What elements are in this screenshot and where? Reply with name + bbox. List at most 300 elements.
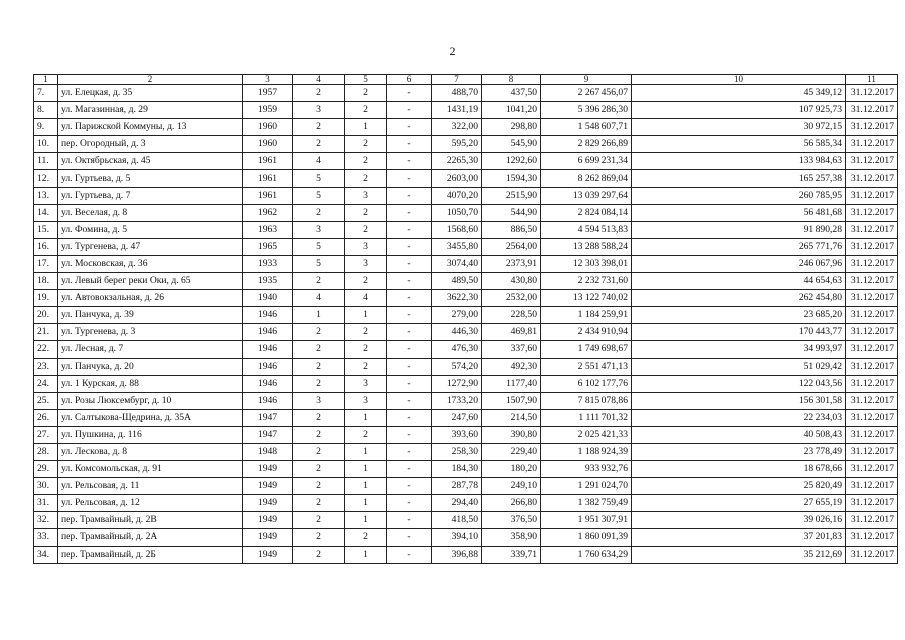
date-cell: 31.12.2017 <box>846 495 898 512</box>
living-area-cell: 390,80 <box>482 426 541 443</box>
total-area-cell: 247,60 <box>432 409 482 426</box>
address-cell: ул. Панчука, д. 39 <box>58 307 243 324</box>
total-area-cell: 3074,40 <box>432 255 482 272</box>
living-area-cell: 1041,20 <box>482 102 541 119</box>
cost-value-cell: 7 815 078,86 <box>541 392 632 409</box>
living-area-cell: 545,90 <box>482 136 541 153</box>
construction-year-cell: 1933 <box>243 255 293 272</box>
cost-value-cell: 2 267 456,07 <box>541 85 632 102</box>
table-row <box>34 238 898 255</box>
entrances-cell: 2 <box>345 221 387 238</box>
address-cell: ул. Гуртьева, д. 5 <box>58 170 243 187</box>
cost-value-cell: 1 291 024,70 <box>541 478 632 495</box>
address-cell: ул. Рельсовая, д. 11 <box>58 478 243 495</box>
entrances-cell: 2 <box>345 341 387 358</box>
floors-cell: 3 <box>293 102 345 119</box>
total-area-cell: 2603,00 <box>432 170 482 187</box>
living-area-cell: 544,90 <box>482 204 541 221</box>
total-area-cell: 2265,30 <box>432 153 482 170</box>
column-6-cell: - <box>387 495 432 512</box>
floors-cell: 2 <box>293 495 345 512</box>
table-row <box>34 426 898 443</box>
cost-value-cell: 1 760 634,29 <box>541 546 632 563</box>
table-row <box>34 375 898 392</box>
living-area-cell: 2515,90 <box>482 187 541 204</box>
row-number-cell: 18. <box>34 273 58 290</box>
construction-year-cell: 1946 <box>243 375 293 392</box>
column-6-cell: - <box>387 204 432 221</box>
construction-year-cell: 1965 <box>243 238 293 255</box>
date-cell: 31.12.2017 <box>846 290 898 307</box>
construction-year-cell: 1949 <box>243 495 293 512</box>
table-row <box>34 529 898 546</box>
construction-year-cell: 1961 <box>243 153 293 170</box>
floors-cell: 2 <box>293 273 345 290</box>
contribution-value-cell: 246 067,96 <box>632 255 846 272</box>
row-number-cell: 7. <box>34 85 58 102</box>
date-cell: 31.12.2017 <box>846 529 898 546</box>
construction-year-cell: 1961 <box>243 187 293 204</box>
address-cell: ул. Октябрьская, д. 45 <box>58 153 243 170</box>
entrances-cell: 1 <box>345 443 387 460</box>
floors-cell: 2 <box>293 358 345 375</box>
entrances-cell: 3 <box>345 238 387 255</box>
date-cell: 31.12.2017 <box>846 478 898 495</box>
total-area-cell: 488,70 <box>432 85 482 102</box>
entrances-cell: 3 <box>345 187 387 204</box>
row-number-cell: 8. <box>34 102 58 119</box>
column-6-cell: - <box>387 238 432 255</box>
address-cell: ул. Пушкина, д. 116 <box>58 426 243 443</box>
floors-cell: 2 <box>293 478 345 495</box>
row-number-cell: 23. <box>34 358 58 375</box>
total-area-cell: 294,40 <box>432 495 482 512</box>
total-area-cell: 4070,20 <box>432 187 482 204</box>
address-cell: ул. Елецкая, д. 35 <box>58 85 243 102</box>
total-area-cell: 1733,20 <box>432 392 482 409</box>
date-cell: 31.12.2017 <box>846 221 898 238</box>
column-6-cell: - <box>387 358 432 375</box>
construction-year-cell: 1935 <box>243 273 293 290</box>
table-row <box>34 85 898 102</box>
total-area-cell: 3455,80 <box>432 238 482 255</box>
entrances-cell: 1 <box>345 461 387 478</box>
address-cell: ул. Лескова, д. 8 <box>58 443 243 460</box>
contribution-value-cell: 22 234,03 <box>632 409 846 426</box>
contribution-value-cell: 34 993,97 <box>632 341 846 358</box>
column-6-cell: - <box>387 221 432 238</box>
row-number-cell: 33. <box>34 529 58 546</box>
construction-year-cell: 1960 <box>243 136 293 153</box>
floors-cell: 2 <box>293 409 345 426</box>
entrances-cell: 3 <box>345 255 387 272</box>
construction-year-cell: 1947 <box>243 409 293 426</box>
row-number-cell: 32. <box>34 512 58 529</box>
entrances-cell: 2 <box>345 324 387 341</box>
floors-cell: 2 <box>293 324 345 341</box>
row-number-cell: 15. <box>34 221 58 238</box>
total-area-cell: 418,50 <box>432 512 482 529</box>
living-area-cell: 2564,00 <box>482 238 541 255</box>
total-area-cell: 3622,30 <box>432 290 482 307</box>
table-row <box>34 170 898 187</box>
table-row <box>34 187 898 204</box>
contribution-value-cell: 37 201,83 <box>632 529 846 546</box>
living-area-cell: 886,50 <box>482 221 541 238</box>
floors-cell: 2 <box>293 341 345 358</box>
total-area-cell: 258,30 <box>432 443 482 460</box>
column-6-cell: - <box>387 153 432 170</box>
address-cell: ул. Розы Люксембург, д. 10 <box>58 392 243 409</box>
row-number-cell: 12. <box>34 170 58 187</box>
cost-value-cell: 1 749 698,67 <box>541 341 632 358</box>
column-6-cell: - <box>387 102 432 119</box>
address-cell: ул. Веселая, д. 8 <box>58 204 243 221</box>
construction-year-cell: 1959 <box>243 102 293 119</box>
floors-cell: 2 <box>293 204 345 221</box>
cost-value-cell: 6 699 231,34 <box>541 153 632 170</box>
entrances-cell: 2 <box>345 102 387 119</box>
table-row <box>34 512 898 529</box>
contribution-value-cell: 25 820,49 <box>632 478 846 495</box>
entrances-cell: 2 <box>345 273 387 290</box>
entrances-cell: 2 <box>345 136 387 153</box>
column-number: 6 <box>387 75 432 85</box>
address-cell: пер. Трамвайный, д. 2А <box>58 529 243 546</box>
address-cell: ул. Тургенева, д. 3 <box>58 324 243 341</box>
entrances-cell: 1 <box>345 409 387 426</box>
date-cell: 31.12.2017 <box>846 375 898 392</box>
address-cell: ул. Гуртьева, д. 7 <box>58 187 243 204</box>
table-row <box>34 495 898 512</box>
entrances-cell: 1 <box>345 307 387 324</box>
table-row <box>34 255 898 272</box>
row-number-cell: 9. <box>34 119 58 136</box>
column-number: 8 <box>482 75 541 85</box>
row-number-cell: 16. <box>34 238 58 255</box>
address-cell: ул. Парижской Коммуны, д. 13 <box>58 119 243 136</box>
table-row <box>34 290 898 307</box>
floors-cell: 2 <box>293 136 345 153</box>
column-6-cell: - <box>387 324 432 341</box>
contribution-value-cell: 122 043,56 <box>632 375 846 392</box>
column-6-cell: - <box>387 273 432 290</box>
cost-value-cell: 8 262 869,04 <box>541 170 632 187</box>
column-number: 2 <box>58 75 243 85</box>
contribution-value-cell: 23 778,49 <box>632 443 846 460</box>
column-number: 3 <box>243 75 293 85</box>
column-6-cell: - <box>387 290 432 307</box>
table-row <box>34 443 898 460</box>
row-number-cell: 10. <box>34 136 58 153</box>
contribution-value-cell: 18 678,66 <box>632 461 846 478</box>
entrances-cell: 4 <box>345 290 387 307</box>
address-cell: ул. Панчука, д. 20 <box>58 358 243 375</box>
construction-year-cell: 1940 <box>243 290 293 307</box>
floors-cell: 5 <box>293 238 345 255</box>
date-cell: 31.12.2017 <box>846 102 898 119</box>
floors-cell: 2 <box>293 461 345 478</box>
table-row <box>34 478 898 495</box>
cost-value-cell: 1 548 607,71 <box>541 119 632 136</box>
column-6-cell: - <box>387 512 432 529</box>
contribution-value-cell: 107 925,73 <box>632 102 846 119</box>
table-row <box>34 119 898 136</box>
construction-year-cell: 1948 <box>243 443 293 460</box>
row-number-cell: 11. <box>34 153 58 170</box>
cost-value-cell: 2 824 084,14 <box>541 204 632 221</box>
cost-value-cell: 12 303 398,01 <box>541 255 632 272</box>
date-cell: 31.12.2017 <box>846 255 898 272</box>
date-cell: 31.12.2017 <box>846 461 898 478</box>
construction-year-cell: 1946 <box>243 358 293 375</box>
table-row <box>34 358 898 375</box>
contribution-value-cell: 156 301,58 <box>632 392 846 409</box>
column-6-cell: - <box>387 529 432 546</box>
floors-cell: 1 <box>293 307 345 324</box>
living-area-cell: 2373,91 <box>482 255 541 272</box>
cost-value-cell: 13 122 740,02 <box>541 290 632 307</box>
table-row <box>34 221 898 238</box>
address-cell: ул. 1 Курская, д. 88 <box>58 375 243 392</box>
cost-value-cell: 933 932,76 <box>541 461 632 478</box>
floors-cell: 5 <box>293 170 345 187</box>
column-number: 5 <box>345 75 387 85</box>
living-area-cell: 249,10 <box>482 478 541 495</box>
contribution-value-cell: 40 508,43 <box>632 426 846 443</box>
table-row <box>34 136 898 153</box>
living-area-cell: 1292,60 <box>482 153 541 170</box>
row-number-cell: 26. <box>34 409 58 426</box>
living-area-cell: 214,50 <box>482 409 541 426</box>
date-cell: 31.12.2017 <box>846 119 898 136</box>
entrances-cell: 1 <box>345 546 387 563</box>
entrances-cell: 2 <box>345 358 387 375</box>
construction-year-cell: 1960 <box>243 119 293 136</box>
contribution-value-cell: 23 685,20 <box>632 307 846 324</box>
column-6-cell: - <box>387 478 432 495</box>
construction-year-cell: 1949 <box>243 461 293 478</box>
living-area-cell: 266,80 <box>482 495 541 512</box>
entrances-cell: 2 <box>345 426 387 443</box>
address-cell: ул. Салтыкова-Щедрина, д. 35А <box>58 409 243 426</box>
address-cell: пер. Трамвайный, д. 2Б <box>58 546 243 563</box>
cost-value-cell: 1 951 307,91 <box>541 512 632 529</box>
table-row <box>34 341 898 358</box>
table-row <box>34 273 898 290</box>
date-cell: 31.12.2017 <box>846 307 898 324</box>
date-cell: 31.12.2017 <box>846 136 898 153</box>
living-area-cell: 1177,40 <box>482 375 541 392</box>
living-area-cell: 1507,90 <box>482 392 541 409</box>
table-row <box>34 307 898 324</box>
cost-value-cell: 4 594 513,83 <box>541 221 632 238</box>
date-cell: 31.12.2017 <box>846 85 898 102</box>
floors-cell: 2 <box>293 375 345 392</box>
address-cell: ул. Магазинная, д. 29 <box>58 102 243 119</box>
column-number: 1 <box>34 75 58 85</box>
entrances-cell: 1 <box>345 495 387 512</box>
column-6-cell: - <box>387 426 432 443</box>
cost-value-cell: 13 288 588,24 <box>541 238 632 255</box>
table-row <box>34 102 898 119</box>
column-6-cell: - <box>387 546 432 563</box>
contribution-value-cell: 165 257,38 <box>632 170 846 187</box>
date-cell: 31.12.2017 <box>846 204 898 221</box>
contribution-value-cell: 133 984,63 <box>632 153 846 170</box>
contribution-value-cell: 35 212,69 <box>632 546 846 563</box>
entrances-cell: 2 <box>345 529 387 546</box>
construction-year-cell: 1962 <box>243 204 293 221</box>
row-number-cell: 21. <box>34 324 58 341</box>
row-number-cell: 28. <box>34 443 58 460</box>
contribution-value-cell: 27 655,19 <box>632 495 846 512</box>
living-area-cell: 430,80 <box>482 273 541 290</box>
date-cell: 31.12.2017 <box>846 324 898 341</box>
column-6-cell: - <box>387 392 432 409</box>
date-cell: 31.12.2017 <box>846 392 898 409</box>
floors-cell: 2 <box>293 529 345 546</box>
contribution-value-cell: 262 454,80 <box>632 290 846 307</box>
column-6-cell: - <box>387 136 432 153</box>
column-6-cell: - <box>387 461 432 478</box>
living-area-cell: 469,81 <box>482 324 541 341</box>
cost-value-cell: 2 434 910,94 <box>541 324 632 341</box>
address-cell: ул. Тургенева, д. 47 <box>58 238 243 255</box>
floors-cell: 3 <box>293 221 345 238</box>
row-number-cell: 29. <box>34 461 58 478</box>
cost-value-cell: 1 188 924,39 <box>541 443 632 460</box>
row-number-cell: 22. <box>34 341 58 358</box>
contribution-value-cell: 45 349,12 <box>632 85 846 102</box>
row-number-cell: 14. <box>34 204 58 221</box>
total-area-cell: 394,10 <box>432 529 482 546</box>
column-number: 9 <box>541 75 632 85</box>
date-cell: 31.12.2017 <box>846 238 898 255</box>
column-6-cell: - <box>387 409 432 426</box>
floors-cell: 2 <box>293 426 345 443</box>
floors-cell: 3 <box>293 392 345 409</box>
total-area-cell: 184,30 <box>432 461 482 478</box>
table-row <box>34 153 898 170</box>
row-number-cell: 31. <box>34 495 58 512</box>
total-area-cell: 287,78 <box>432 478 482 495</box>
table-row <box>34 409 898 426</box>
row-number-cell: 19. <box>34 290 58 307</box>
total-area-cell: 489,50 <box>432 273 482 290</box>
address-cell: ул. Фомина, д. 5 <box>58 221 243 238</box>
total-area-cell: 446,30 <box>432 324 482 341</box>
date-cell: 31.12.2017 <box>846 546 898 563</box>
cost-value-cell: 2 232 731,60 <box>541 273 632 290</box>
row-number-cell: 27. <box>34 426 58 443</box>
table-body <box>34 75 898 564</box>
table-row <box>34 546 898 563</box>
construction-year-cell: 1949 <box>243 512 293 529</box>
construction-year-cell: 1949 <box>243 478 293 495</box>
address-cell: ул. Левый берег реки Оки, д. 65 <box>58 273 243 290</box>
column-6-cell: - <box>387 307 432 324</box>
total-area-cell: 322,00 <box>432 119 482 136</box>
date-cell: 31.12.2017 <box>846 153 898 170</box>
living-area-cell: 339,71 <box>482 546 541 563</box>
floors-cell: 5 <box>293 187 345 204</box>
entrances-cell: 2 <box>345 204 387 221</box>
total-area-cell: 1050,70 <box>432 204 482 221</box>
column-number: 4 <box>293 75 345 85</box>
date-cell: 31.12.2017 <box>846 443 898 460</box>
floors-cell: 2 <box>293 119 345 136</box>
living-area-cell: 180,20 <box>482 461 541 478</box>
total-area-cell: 595,20 <box>432 136 482 153</box>
cost-value-cell: 2 829 266,89 <box>541 136 632 153</box>
address-cell: ул. Комсомольская, д. 91 <box>58 461 243 478</box>
living-area-cell: 376,50 <box>482 512 541 529</box>
contribution-value-cell: 30 972,15 <box>632 119 846 136</box>
floors-cell: 2 <box>293 85 345 102</box>
column-6-cell: - <box>387 255 432 272</box>
row-number-cell: 34. <box>34 546 58 563</box>
cost-value-cell: 1 184 259,91 <box>541 307 632 324</box>
entrances-cell: 1 <box>345 512 387 529</box>
date-cell: 31.12.2017 <box>846 341 898 358</box>
construction-year-cell: 1946 <box>243 392 293 409</box>
construction-year-cell: 1946 <box>243 307 293 324</box>
construction-year-cell: 1949 <box>243 546 293 563</box>
column-number-row <box>34 75 898 85</box>
living-area-cell: 337,60 <box>482 341 541 358</box>
entrances-cell: 2 <box>345 170 387 187</box>
entrances-cell: 2 <box>345 153 387 170</box>
page-number: 2 <box>449 44 456 58</box>
total-area-cell: 1272,90 <box>432 375 482 392</box>
construction-year-cell: 1947 <box>243 426 293 443</box>
contribution-value-cell: 260 785,95 <box>632 187 846 204</box>
living-area-cell: 229,40 <box>482 443 541 460</box>
construction-year-cell: 1963 <box>243 221 293 238</box>
construction-year-cell: 1949 <box>243 529 293 546</box>
row-number-cell: 20. <box>34 307 58 324</box>
cost-value-cell: 1 860 091,39 <box>541 529 632 546</box>
contribution-value-cell: 265 771,76 <box>632 238 846 255</box>
table-row <box>34 461 898 478</box>
cost-value-cell: 2 025 421,33 <box>541 426 632 443</box>
living-area-cell: 492,30 <box>482 358 541 375</box>
column-6-cell: - <box>387 375 432 392</box>
total-area-cell: 279,00 <box>432 307 482 324</box>
floors-cell: 4 <box>293 290 345 307</box>
living-area-cell: 1594,30 <box>482 170 541 187</box>
date-cell: 31.12.2017 <box>846 187 898 204</box>
floors-cell: 2 <box>293 443 345 460</box>
construction-year-cell: 1946 <box>243 341 293 358</box>
entrances-cell: 2 <box>345 85 387 102</box>
column-number: 10 <box>632 75 846 85</box>
date-cell: 31.12.2017 <box>846 512 898 529</box>
address-cell: пер. Огородный, д. 3 <box>58 136 243 153</box>
address-cell: пер. Трамвайный, д. 2В <box>58 512 243 529</box>
address-cell: ул. Лесная, д. 7 <box>58 341 243 358</box>
living-area-cell: 228,50 <box>482 307 541 324</box>
date-cell: 31.12.2017 <box>846 273 898 290</box>
buildings-table <box>33 74 898 564</box>
date-cell: 31.12.2017 <box>846 426 898 443</box>
cost-value-cell: 1 382 759,49 <box>541 495 632 512</box>
column-6-cell: - <box>387 341 432 358</box>
cost-value-cell: 2 551 471,13 <box>541 358 632 375</box>
living-area-cell: 298,80 <box>482 119 541 136</box>
entrances-cell: 1 <box>345 478 387 495</box>
